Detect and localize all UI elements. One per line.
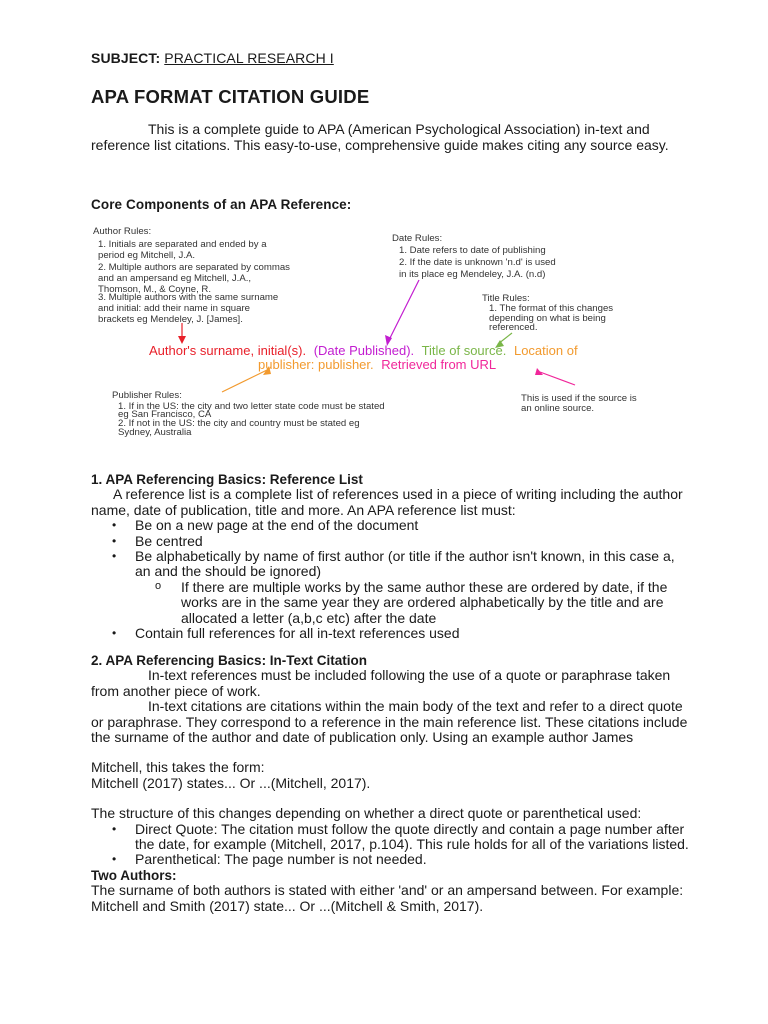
reference-format-line2 <box>258 357 496 372</box>
subject-value: PRACTICAL RESEARCH I <box>164 50 334 66</box>
format-date: (Date Published). <box>313 343 415 358</box>
subject-label: SUBJECT: <box>91 50 161 66</box>
title-rule-line: referenced. <box>489 322 538 333</box>
list-item: • Contain full references for all in-text references used <box>91 626 691 641</box>
list-item: • Be centred <box>91 534 691 549</box>
section2-paragraph: The structure of this changes depending on whether a direct quote or parenthetical used: <box>91 805 642 822</box>
spacer <box>91 791 691 806</box>
section1-bullets <box>91 518 691 580</box>
author-rule-line: and an ampersand eg Mitchell, J.A., <box>98 273 252 284</box>
section2-paragraph: In-text citations are citations within the main body of the text and refer to a direct quote or paraphrase. They correspond to a reference in the main reference list. These citations include the surname of the author and date of publication only. Using an example author James <box>91 698 688 746</box>
section-reference-list <box>91 472 691 641</box>
two-authors-heading: Two Authors: <box>91 867 177 883</box>
publisher-rule-line: eg San Francisco, CA <box>118 409 212 420</box>
date-arrow <box>390 280 419 338</box>
section2-paragraph: In-text references must be included following the use of a quote or paraphrase taken from another piece of work. <box>91 667 671 699</box>
section1-bullets-end <box>91 626 691 641</box>
page-title: APA FORMAT CITATION GUIDE <box>91 86 370 107</box>
list-item: • Be alphabetically by name of first author (or title if the author isn't known, in this case a, an and the should be ignored) <box>91 549 691 580</box>
publisher-rule-line: 1. If in the US: the city and two letter state code must be stated <box>118 401 385 412</box>
list-item: • Direct Quote: The citation must follow the quote directly and contain a page number after the date, for example (Mitchell, 2017, p.104). This rule holds for all of the variations listed. <box>91 822 691 853</box>
url-note-line: an online source. <box>521 403 595 414</box>
format-location: Location of <box>513 343 578 358</box>
format-author: Author's surname, initial(s). <box>149 343 307 358</box>
section2-heading: 2. APA Referencing Basics: In-Text Citation <box>91 653 368 668</box>
date-rules-title: Date Rules: <box>392 233 443 244</box>
intro-text: This is a complete guide to APA (American Psychological Association) in-text and reference list citations. This easy-to-use, comprehensive guide makes citing any source easy. <box>91 121 669 153</box>
publisher-arrow <box>222 370 267 392</box>
spacer <box>91 745 691 760</box>
author-rules-title: Author Rules: <box>93 226 152 237</box>
author-rule-line: Thomson, M., & Coyne, R. <box>98 284 212 295</box>
reference-format-line1 <box>149 343 578 358</box>
two-authors-paragraph: The surname of both authors is stated with either 'and' or an ampersand between. For example: <box>91 882 684 899</box>
section1-sub-bullets <box>135 580 691 626</box>
format-publisher: publisher: publisher. <box>258 357 374 372</box>
apa-reference-diagram <box>85 220 675 445</box>
subject-line <box>91 50 334 66</box>
author-rule-line: and initial: add their name in square <box>98 303 250 314</box>
url-note-line: This is used if the source is <box>521 393 637 404</box>
title-rule-line: depending on what is being <box>489 313 606 324</box>
intro-paragraph <box>91 122 681 153</box>
two-authors-example: Mitchell and Smith (2017) state... Or ...(Mitchell & Smith, 2017). <box>91 897 484 914</box>
section1-paragraph: A reference list is a complete list of references used in a piece of writing including the author name, date of publication, title and more. An APA reference list must: <box>91 486 683 518</box>
format-title: Title of source. <box>421 343 507 358</box>
core-components-heading: Core Components of an APA Reference: <box>91 197 352 212</box>
author-rule-line: brackets eg Mendeley, J. [James]. <box>98 314 243 325</box>
date-rule-line: 1. Date refers to date of publishing <box>399 245 546 256</box>
sub-list-item: o If there are multiple works by the same author these are ordered by date, if the works are in the same year they are ordered alphabetically by the title and are allocated a letter (a,b,c etc) after the date <box>135 580 691 626</box>
url-arrow <box>540 372 575 385</box>
section2-paragraph: Mitchell, this takes the form: <box>91 759 265 776</box>
date-rule-line: in its place eg Mendeley, J.A. (n.d) <box>399 269 546 280</box>
section1-heading: 1. APA Referencing Basics: Reference List <box>91 472 363 487</box>
list-item: • Be on a new page at the end of the document <box>91 518 691 533</box>
url-arrow-head <box>535 368 543 375</box>
publisher-rule-line: 2. If not in the US: the city and country must be stated eg <box>118 418 360 429</box>
list-item: • Parenthetical: The page number is not needed. <box>91 852 691 867</box>
publisher-rules-title: Publisher Rules: <box>112 390 182 401</box>
author-rule-line: period eg Mitchell, J.A. <box>98 250 196 261</box>
author-rule-line: 2. Multiple authors are separated by commas <box>98 262 290 273</box>
author-rule-line: 3. Multiple authors with the same surname <box>98 292 279 303</box>
section-in-text-citation <box>91 653 691 914</box>
format-url: Retrieved from URL <box>381 357 497 372</box>
section2-bullets <box>91 822 691 868</box>
title-rules-title: Title Rules: <box>482 293 530 304</box>
author-rule-line: 1. Initials are separated and ended by a <box>98 239 267 250</box>
section2-example: Mitchell (2017) states... Or ...(Mitchell, 2017). <box>91 774 371 791</box>
publisher-rule-line: Sydney, Australia <box>118 427 192 438</box>
title-rule-line: 1. The format of this changes <box>489 303 614 314</box>
date-rule-line: 2. If the date is unknown 'n.d' is used <box>399 257 556 268</box>
